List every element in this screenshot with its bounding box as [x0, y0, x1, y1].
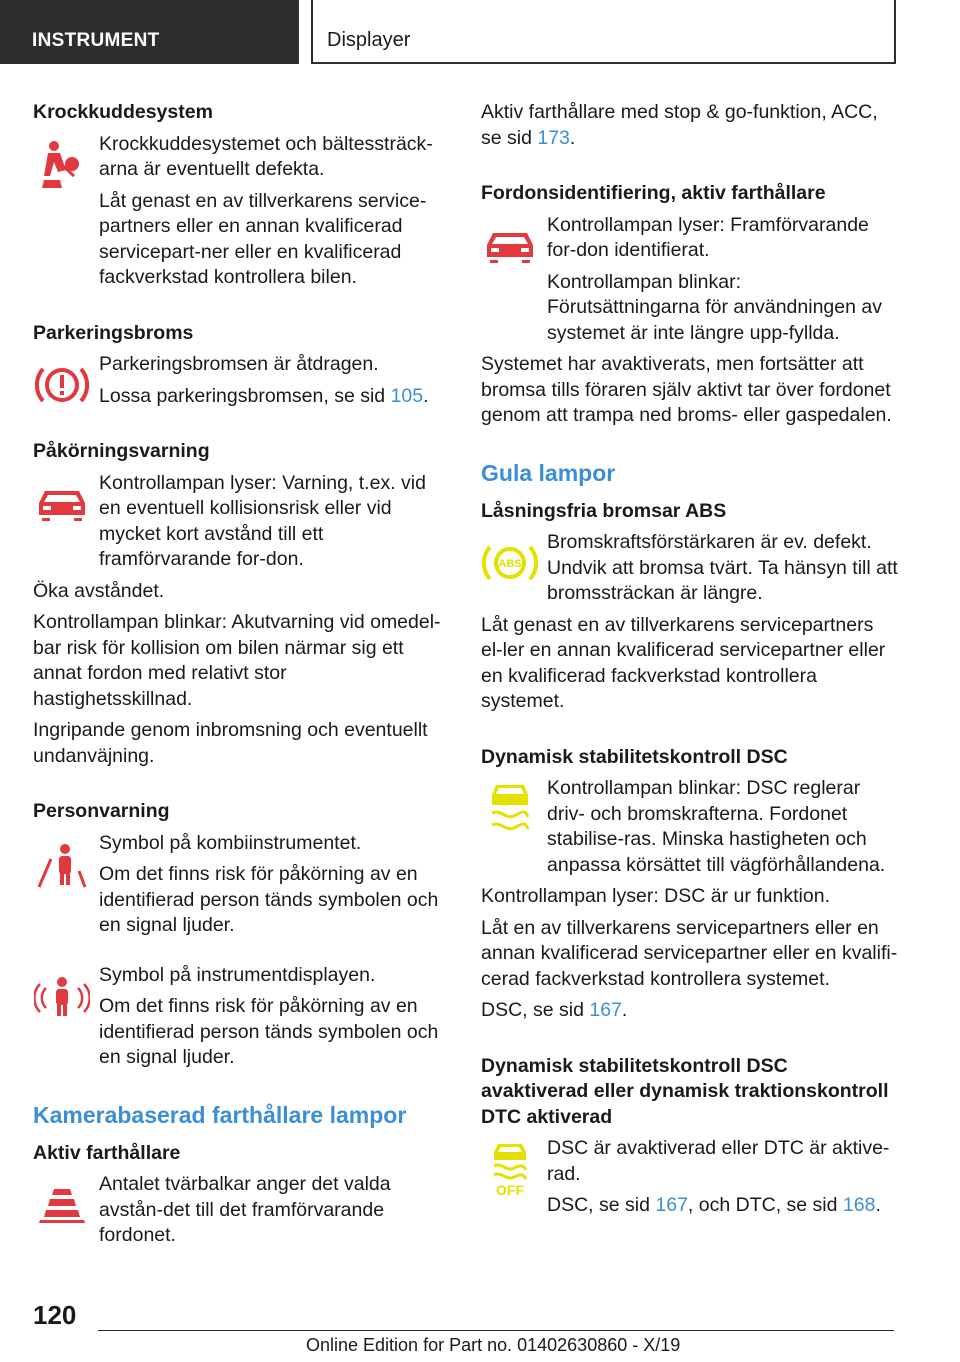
- paragraph: Kontrollampan lyser: Framförvarande for-don identifierat.: [547, 213, 869, 261]
- section-title: Fordonsidentifiering, aktiv farthållare: [481, 182, 826, 204]
- paragraph: Parkeringsbromsen är åtdragen.: [99, 353, 379, 375]
- paragraph: Bromskraftsförstärkaren är ev. defekt. Undvik att bromsa tvärt. Ta hänsyn till att bromssträckan är längre.: [547, 531, 898, 604]
- paragraph: Låt genast en av tillverkarens servicepartners el-ler en annan kvalificerad servicepartner eller en kvalificerad fackverkstad kontrollera systemet.: [481, 613, 886, 712]
- paragraph: Låt en av tillverkarens servicepartners eller en annan kvalificerad servicepartner eller en kvalifi-cerad fackverkstad kontrollera systemet.: [481, 916, 898, 990]
- section-heading: Kamerabaserad farthållare lampor: [33, 1101, 407, 1128]
- text: Aktiv farthållare med stop & go-funktion, ACC, se sid: [481, 101, 878, 149]
- dsc-off-icon: [481, 1140, 539, 1198]
- section-person-warning: [33, 799, 448, 1071]
- parking-brake-icon: [33, 356, 91, 414]
- text: .: [875, 1194, 881, 1216]
- section-title: Dynamisk stabilitetskontroll DSC avaktiverad eller dynamisk traktionskontroll DTC aktiverad: [481, 1054, 889, 1128]
- paragraph: Symbol på instrumentdisplayen.: [99, 963, 376, 986]
- paragraph: Krockkuddesystemet och bältessträck-arna är eventuellt defekta.: [99, 132, 433, 180]
- text: .: [423, 384, 429, 407]
- paragraph: Låt genast en av tillverkarens service-partners eller en annan kvalificerad servicepart-ner eller en kvalificerad fackverkstad kontrollera bilen.: [99, 189, 427, 288]
- section-dsc: [481, 745, 899, 1024]
- page-link[interactable]: 173: [537, 126, 570, 149]
- section-airbag: [33, 100, 448, 291]
- section-title: Dynamisk stabilitetskontroll DSC: [481, 745, 788, 768]
- text: , och DTC, se sid: [687, 1194, 843, 1216]
- text: .: [569, 126, 576, 149]
- paragraph: Antalet tvärbalkar anger det valda avstån-det till det framförvarande fordonet.: [99, 1173, 391, 1246]
- car-warning-icon: [33, 475, 91, 533]
- section-title: Aktiv farthållare: [33, 1141, 181, 1164]
- paragraph: Kontrollampan lyser: DSC är ur funktion.: [481, 885, 830, 907]
- header-section-title: INSTRUMENT: [32, 30, 160, 51]
- paragraph: Ingripande genom inbromsning och eventuellt undanväjning.: [33, 719, 428, 767]
- section-abs: [481, 499, 899, 715]
- paragraph: Kontrollampan blinkar: Förutsättningarna för användningen av systemet är inte längre upp-fyllda.: [547, 270, 882, 344]
- person-warning-icon: [33, 835, 91, 893]
- paragraph: Symbol på kombiinstrumentet.: [99, 831, 362, 854]
- paragraph: Kontrollampan blinkar: Akutvarning vid omedel-bar risk för kollision om bilen närmar sig ett annat fordon med relativt stor hastighetsskillnad.: [33, 611, 441, 710]
- paragraph: [33, 384, 448, 410]
- section-title: Parkeringsbroms: [33, 321, 194, 344]
- paragraph: [481, 100, 899, 151]
- paragraph: Kontrollampan lyser: Varning, t.ex. vid en eventuell kollisionsrisk eller vid mycket kort avstånd till ett framförvarande for-don.: [99, 471, 426, 570]
- paragraph: Om det finns risk för påkörning av en identifierad person tänds symbolen och en signal ljuder.: [99, 863, 439, 936]
- section-title: Krockkuddesystem: [33, 101, 213, 123]
- paragraph: Om det finns risk för påkörning av en identifierad person tänds symbolen och en signal ljuder.: [99, 995, 439, 1068]
- svg-text:ABS: ABS: [498, 558, 522, 570]
- section-title: Påkörningsvarning: [33, 440, 210, 462]
- section-active-cruise: [33, 1141, 448, 1249]
- text: .: [621, 999, 628, 1021]
- section-title: Låsningsfria bromsar ABS: [481, 499, 727, 522]
- dsc-icon: [481, 780, 539, 838]
- text: Lossa parkeringsbromsen, se sid: [99, 384, 391, 407]
- vehicle-detected-icon: [481, 217, 539, 275]
- paragraph: [481, 1193, 899, 1219]
- paragraph: Kontrollampan blinkar: DSC reglerar driv- och bromskrafterna. Fordonet stabilise-ras. Minska hastigheten och anpassa körsättet till vägförhållandena.: [547, 777, 886, 876]
- right-column: [481, 100, 899, 1249]
- paragraph: Öka avståndet.: [33, 579, 165, 602]
- left-column: [33, 100, 448, 1279]
- paragraph: DSC är avaktiverad eller DTC är aktive-rad.: [547, 1137, 890, 1185]
- text: DSC, se sid: [481, 999, 590, 1021]
- page-link[interactable]: 167: [589, 999, 622, 1021]
- airbag-warning-icon: [33, 136, 91, 194]
- section-parking-brake: [33, 321, 448, 410]
- paragraph: [481, 998, 899, 1024]
- footer-divider: [98, 1330, 894, 1331]
- page-link[interactable]: 168: [842, 1194, 876, 1216]
- header-section-tab: [0, 0, 299, 64]
- page-link[interactable]: 167: [655, 1194, 688, 1216]
- text: DSC, se sid: [547, 1194, 656, 1216]
- svg-text:OFF: OFF: [496, 1182, 524, 1196]
- section-dsc-off: [481, 1054, 899, 1219]
- page-link[interactable]: 105: [390, 384, 424, 407]
- header-subsection-title: Displayer: [327, 29, 411, 51]
- page-number: 120: [33, 1300, 77, 1330]
- person-warning-display-icon: [33, 967, 91, 1025]
- edition-note: Online Edition for Part no. 01402630860 - X/19: [306, 1335, 681, 1355]
- header-subsection-tab: [311, 0, 896, 64]
- section-collision-warning: [33, 439, 448, 769]
- distance-bars-icon: [33, 1176, 91, 1234]
- section-heading: Gula lampor: [481, 459, 616, 486]
- section-title: Personvarning: [33, 800, 170, 822]
- abs-icon: [481, 534, 539, 592]
- paragraph: Systemet har avaktiverats, men fortsätter att bromsa tills föraren själv aktivt tar över fordonet genom att trampa ned broms- eller gaspedalen.: [481, 353, 892, 426]
- section-vehicle-detection: [481, 181, 899, 429]
